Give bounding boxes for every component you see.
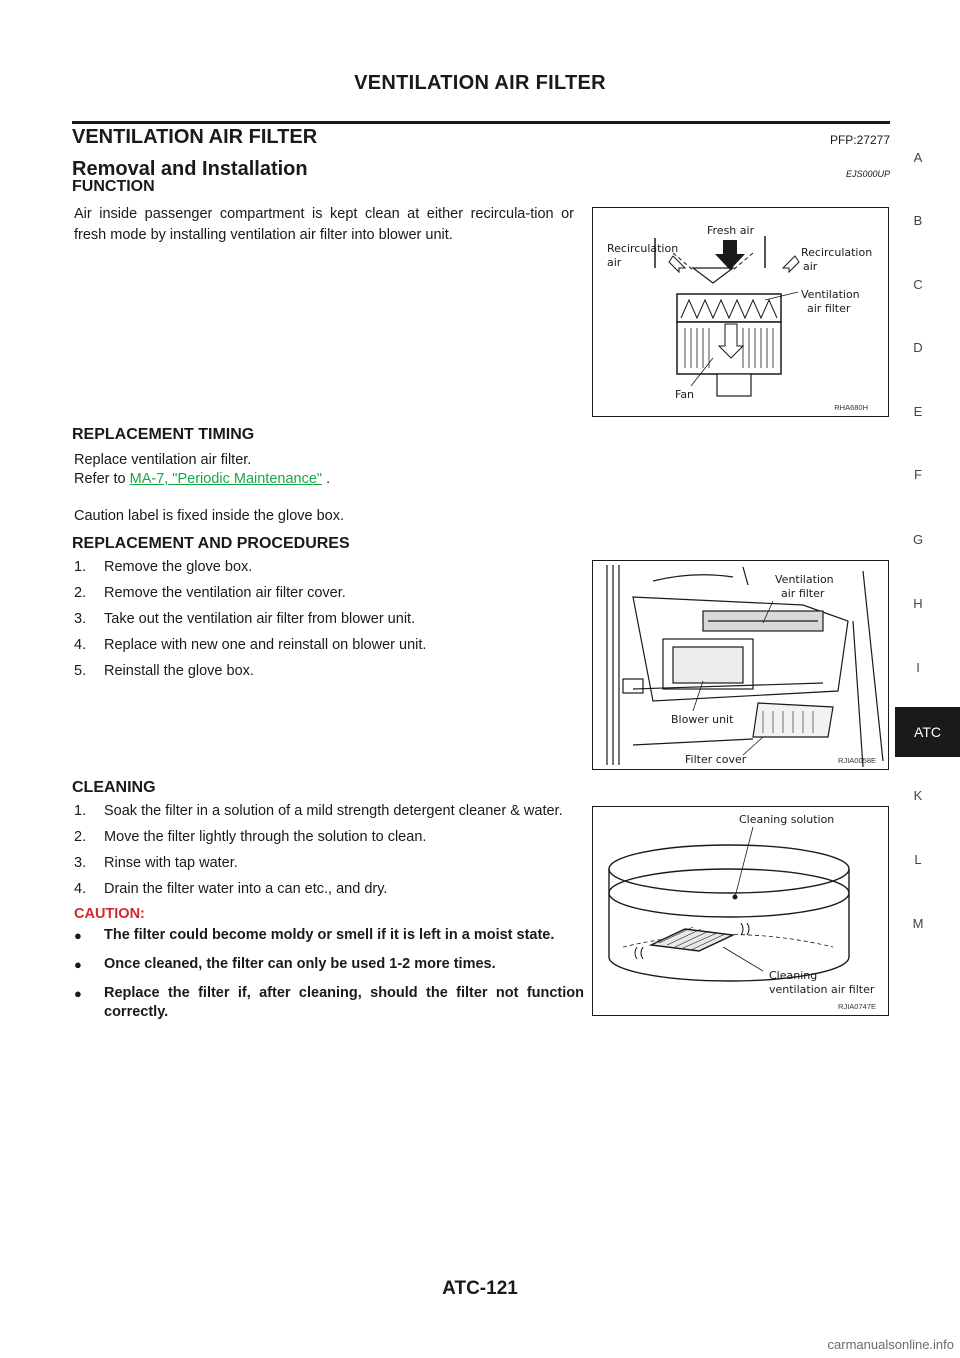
- section-title: VENTILATION AIR FILTER: [72, 126, 318, 148]
- fig1-label-fresh-air: Fresh air: [707, 224, 755, 237]
- timing-refer-suffix: .: [322, 471, 331, 487]
- list-item: 1. Remove the glove box.: [74, 559, 253, 575]
- fig3-code: RJIA0747E: [838, 1002, 876, 1011]
- caution-label: CAUTION:: [74, 906, 145, 922]
- list-item: 2. Remove the ventilation air filter cover.: [74, 585, 346, 601]
- fig3-label-filter-2: ventilation air filter: [769, 983, 875, 996]
- list-item: 1. Soak the filter in a solution of a mild strength detergent cleaner & water.: [74, 803, 563, 819]
- side-index-e[interactable]: E: [913, 404, 923, 419]
- fig1-code: RHA680H: [834, 403, 868, 412]
- side-index-k[interactable]: K: [913, 788, 923, 803]
- side-index-g[interactable]: G: [912, 532, 924, 547]
- fig1-label-filter: Ventilation: [801, 288, 860, 301]
- side-index-c[interactable]: C: [913, 277, 923, 292]
- header-rule: [72, 121, 890, 124]
- timing-refer: [74, 469, 574, 490]
- side-index-d[interactable]: D: [913, 340, 923, 355]
- figure-cleaning-diagram: [592, 806, 889, 1016]
- fig2-code: RJIA0058E: [838, 756, 876, 765]
- timing-line1: Replace ventilation air filter.: [74, 452, 252, 468]
- side-index-m[interactable]: M: [912, 916, 924, 931]
- fig1-label-recirc-right-2: air: [803, 260, 818, 273]
- timing-heading: REPLACEMENT TIMING: [72, 426, 255, 443]
- fig1-label-recirc-left-2: air: [607, 256, 622, 269]
- subsection-title: Removal and Installation: [72, 158, 308, 180]
- figure-glovebox-photo: [592, 560, 889, 770]
- periodic-maintenance-link[interactable]: MA-7, "Periodic Maintenance": [129, 471, 323, 487]
- bullet-icon: ●: [74, 986, 82, 1001]
- list-item: 5. Reinstall the glove box.: [74, 663, 254, 679]
- fig1-label-recirc-right: Recirculation: [801, 246, 873, 259]
- side-index-f[interactable]: F: [914, 467, 922, 482]
- list-item: ● Once cleaned, the filter can only be used 1-2 more times.: [74, 956, 496, 972]
- fig1-label-filter-2: air filter: [807, 302, 851, 315]
- side-index-atc-active[interactable]: ATC: [895, 707, 960, 757]
- fig2-label-cover: Filter cover: [685, 753, 747, 766]
- bullet-icon: ●: [74, 957, 82, 972]
- list-item: 4. Replace with new one and reinstall on blower unit.: [74, 637, 427, 653]
- page-number: ATC-121: [442, 1278, 518, 1299]
- fig2-label-filter-2: air filter: [781, 587, 825, 600]
- bullet-icon: ●: [74, 928, 82, 943]
- list-item: ● Replace the filter if, after cleaning, should the filter not function correctly.: [74, 985, 584, 1020]
- list-item: 3. Take out the ventilation air filter from blower unit.: [74, 611, 416, 627]
- timing-refer-prefix: Refer to: [74, 471, 130, 487]
- running-header: VENTILATION AIR FILTER: [354, 72, 606, 94]
- list-item: 4. Drain the filter water into a can etc., and dry.: [74, 881, 388, 897]
- cleaning-list: [74, 802, 584, 906]
- fig1-label-fan: Fan: [675, 388, 695, 401]
- timing-note: Caution label is fixed inside the glove box.: [74, 508, 345, 524]
- caution-list: [74, 926, 584, 1032]
- side-index-i[interactable]: I: [916, 660, 920, 675]
- side-index-h[interactable]: H: [913, 596, 923, 611]
- figure-airflow-diagram: [592, 207, 889, 417]
- list-item: ● The filter could become moldy or smell if it is left in a moist state.: [74, 927, 555, 943]
- side-index-l[interactable]: L: [914, 852, 922, 867]
- fig2-label-filter: Ventilation: [775, 573, 834, 586]
- procedures-list: [74, 558, 584, 688]
- function-text: Air inside passenger compartment is kept clean at either recircula-tion or fresh mode by installing ventilation air filter into blower unit.: [74, 206, 574, 243]
- side-index-a[interactable]: A: [913, 150, 923, 165]
- subsection-code: EJS000UP: [845, 169, 890, 179]
- side-index-b[interactable]: B: [913, 213, 923, 228]
- list-item: 2. Move the filter lightly through the solution to clean.: [74, 829, 427, 845]
- cleaning-heading: CLEANING: [72, 779, 156, 796]
- fig1-label-recirc-left: Recirculation: [607, 242, 679, 255]
- fig3-label-solution: Cleaning solution: [739, 813, 835, 826]
- list-item: 3. Rinse with tap water.: [74, 855, 238, 871]
- function-heading: FUNCTION: [72, 178, 155, 195]
- section-code: PFP:27277: [829, 133, 890, 147]
- procedures-heading: REPLACEMENT AND PROCEDURES: [72, 535, 350, 552]
- fig2-label-blower: Blower unit: [671, 713, 734, 726]
- fig3-label-filter: Cleaning: [769, 969, 818, 982]
- watermark: carmanualsonline.info: [827, 1337, 954, 1352]
